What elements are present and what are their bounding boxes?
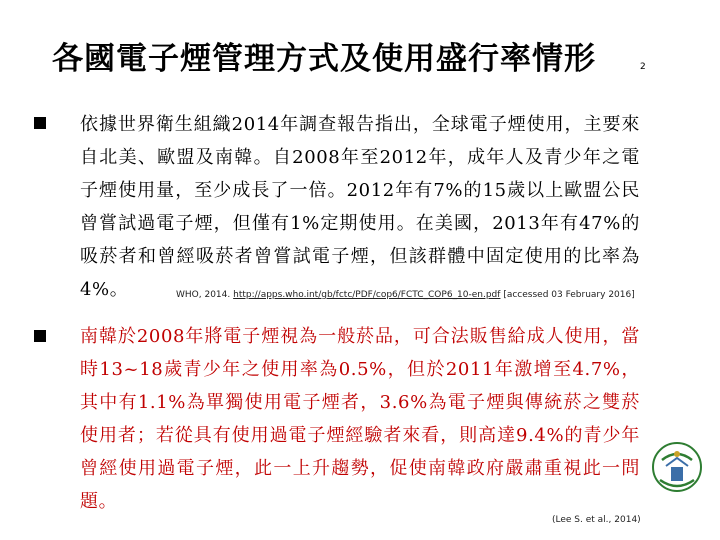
bullet-square-icon xyxy=(34,330,46,342)
citation-who-link[interactable]: http://apps.who.int/gb/fctc/PDF/cop6/FCTC_COP6_10-en.pdf xyxy=(233,290,501,300)
page-number: 2 xyxy=(640,62,646,72)
citation-who xyxy=(176,290,635,300)
citation-who-suffix: [accessed 03 February 2016] xyxy=(503,290,635,300)
citation-who-prefix: WHO, 2014. xyxy=(176,290,231,300)
slide-title: 各國電子煙管理方式及使用盛行率情形 xyxy=(52,41,596,77)
paragraph-south-korea: 南韓於2008年將電子煙視為一般菸品，可合法販售給成人使用，當時13~18歲青少年之使用率為0.5%，但於2011年激增至4.7%，其中有1.1%為單獨使用電子煙者，3.6%為電子煙與傳統菸之雙菸使用者；若從具有使用過電子煙經驗者來看，則高達9.4%的青少年曾經使用過電子煙，此一上升趨勢，促使南韓政府嚴肅重視此一問題。 xyxy=(80,326,640,512)
institution-logo-icon xyxy=(650,440,704,494)
bullet-square-icon xyxy=(34,117,46,129)
paragraph-who-report: 依據世界衛生組織2014年調查報告指出，全球電子煙使用，主要來自北美、歐盟及南韓。自2008年至2012年，成年人及青少年之電子煙使用量，至少成長了一倍。2012年有7%的15歲以上歐盟公民曾嘗試過電子煙，但僅有1%定期使用。在美國，2013年有47%的吸菸者和曾經吸菸者曾嘗試電子煙，但該群體中固定使用的比率為4%。 xyxy=(80,114,640,300)
citation-lee: (Lee S. et al., 2014) xyxy=(552,515,641,525)
